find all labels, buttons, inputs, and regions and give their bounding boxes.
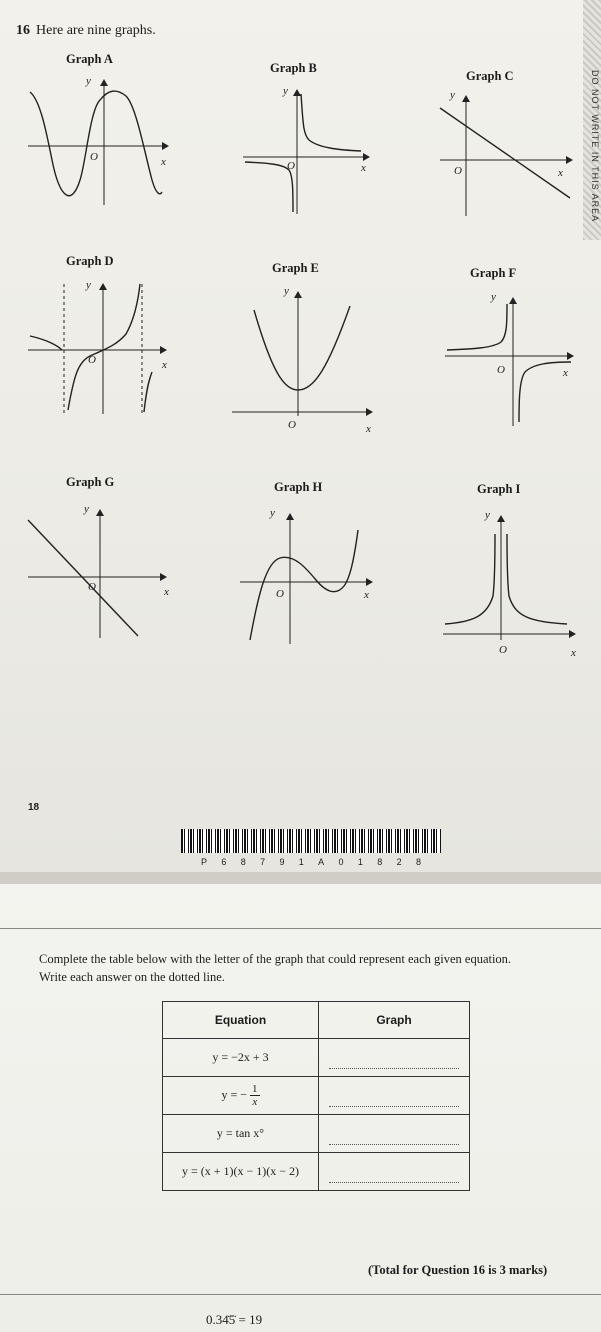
graph-a-origin: O [90, 151, 98, 163]
fraction-denominator: x [252, 1096, 258, 1108]
total-marks: (Total for Question 16 is 3 marks) [368, 1263, 548, 1277]
barcode [181, 829, 441, 853]
graph-f-x-label: x [563, 367, 568, 379]
instruction-line-2: Write each answer on the dotted line. [39, 970, 225, 984]
header-graph: Graph [319, 1002, 470, 1039]
graph-d-origin: O [88, 354, 96, 366]
barcode-char: 8 [377, 857, 383, 867]
graph-h [240, 506, 380, 646]
answer-cell[interactable] [319, 1039, 470, 1077]
equation-cell [163, 1077, 319, 1115]
graph-a [28, 70, 178, 205]
graph-f [445, 288, 580, 428]
graph-i-origin: O [499, 644, 507, 656]
graph-g-title: Graph G [66, 475, 115, 489]
answer-dotted-line[interactable] [329, 1067, 459, 1069]
graph-h-origin: O [276, 588, 284, 600]
question-text: Here are nine graphs. [36, 23, 156, 38]
graph-c-y-label: y [450, 89, 455, 101]
answer-dotted-line[interactable] [329, 1143, 459, 1145]
page-top-rule [0, 928, 601, 929]
graph-f-y-label: y [491, 291, 496, 303]
total-rule [0, 1294, 601, 1295]
equation-cell: y = tan x° [163, 1115, 319, 1153]
answer-table [162, 1001, 470, 1191]
header-equation: Equation [163, 1002, 319, 1039]
graph-a-y-label: y [86, 75, 91, 87]
graph-i [443, 506, 583, 659]
graph-c-origin: O [454, 165, 462, 177]
graph-g [28, 500, 178, 640]
graph-i-x-label: x [571, 647, 576, 659]
graph-h-y-label: y [270, 507, 275, 519]
graph-g-y-label: y [84, 503, 89, 515]
barcode-char: 6 [221, 857, 227, 867]
graph-a-x-label: x [161, 156, 166, 168]
barcode-char: 1 [357, 857, 363, 867]
table-header-row [163, 1002, 470, 1039]
graph-e-x-label: x [366, 423, 371, 435]
graph-c [440, 88, 580, 218]
graph-d-x-label: x [162, 359, 167, 371]
graph-d-y-label: y [86, 279, 91, 291]
graph-d-title: Graph D [66, 254, 114, 268]
graph-b-y-label: y [283, 85, 288, 97]
graph-c-title: Graph C [466, 69, 514, 83]
barcode-char: 8 [240, 857, 246, 867]
graph-e-title: Graph E [272, 261, 319, 275]
graph-b-title: Graph B [270, 61, 317, 75]
graph-f-title: Graph F [470, 266, 517, 280]
graph-h-x-label: x [364, 589, 369, 601]
graph-c-x-label: x [558, 167, 563, 179]
page-number: 18 [28, 802, 40, 813]
graph-d [28, 276, 178, 416]
graph-i-title: Graph I [477, 482, 521, 496]
barcode-char: P [201, 857, 208, 867]
graph-b-x-label: x [361, 162, 366, 174]
graph-e-origin: O [288, 419, 296, 431]
barcode-char: 1 [298, 857, 304, 867]
barcode-char: 2 [396, 857, 402, 867]
answer-dotted-line[interactable] [329, 1105, 459, 1107]
answer-dotted-line[interactable] [329, 1181, 459, 1183]
barcode-char: 0 [338, 857, 344, 867]
table-row [163, 1039, 470, 1077]
table-row [163, 1153, 470, 1191]
margin-warning: DO NOT WRITE IN THIS AREA [590, 70, 600, 223]
barcode-char: 7 [260, 857, 266, 867]
graph-e [232, 282, 382, 435]
table-row [163, 1077, 470, 1115]
barcode-char: A [318, 857, 325, 867]
graph-h-title: Graph H [274, 480, 323, 494]
graph-b-origin: O [287, 160, 295, 172]
graph-b [243, 82, 378, 214]
instruction-line-1: Complete the table below with the letter of the graph that could represent each given equation. [39, 952, 512, 966]
equation-cell: y = (x + 1)(x − 1)(x − 2) [163, 1153, 319, 1191]
question-number: 16 [16, 23, 30, 38]
graph-g-origin: O [88, 581, 96, 593]
barcode-text [181, 857, 441, 867]
fraction-numerator: 1 [252, 1083, 258, 1095]
answer-cell[interactable] [319, 1153, 470, 1191]
equation-prefix: y = − [221, 1087, 248, 1102]
barcode-char: 8 [415, 857, 421, 867]
answer-cell[interactable] [319, 1077, 470, 1115]
next-question-fragment: 0.34̇5̇ = 19 [206, 1312, 263, 1327]
graph-f-origin: O [497, 364, 505, 376]
barcode-char: 9 [279, 857, 285, 867]
question-heading [16, 23, 156, 39]
equation-cell: y = −2x + 3 [163, 1039, 319, 1077]
graph-g-x-label: x [164, 586, 169, 598]
answer-cell[interactable] [319, 1115, 470, 1153]
graph-i-y-label: y [485, 509, 490, 521]
graph-a-title: Graph A [66, 52, 113, 66]
fraction [250, 1083, 260, 1108]
graph-e-y-label: y [284, 285, 289, 297]
table-row [163, 1115, 470, 1153]
